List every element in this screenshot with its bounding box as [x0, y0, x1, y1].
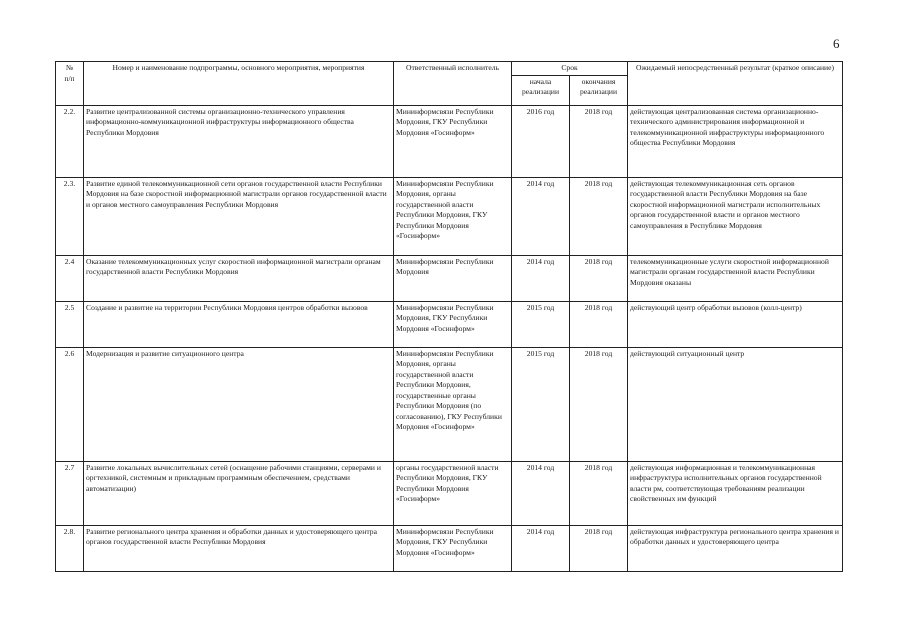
row-name: Развитие локальных вычислительных сетей (оснащение рабочими станциями, серверами и оргтехникой, системным и прикладным программным обеспечением, средствами автоматизации)	[86, 462, 381, 493]
row-executor: Мининформсвязи Республики Мордовия, ГКУ Республики Мордовия «Госинформ»	[396, 106, 494, 137]
header-num: № п/п	[56, 62, 84, 106]
row-executor: Мининформсвязи Республики Мордовия, ГКУ Республики Мордовия «Госинформ»	[396, 526, 494, 557]
row-result: действующий центр обработки вызовов (колл-центр)	[630, 302, 802, 312]
row-num: 2.7	[64, 462, 75, 472]
row-start: 2016 год	[526, 106, 555, 116]
row-executor: Мининформсвязи Республики Мордовия, органы государственной власти Республики Мордовия, ГКУ Республики Мордовия «Госинформ»	[396, 178, 494, 240]
table-row	[56, 525, 843, 571]
row-executor: Мининформсвязи Республики Мордовия, органы государственной власти Республики Мордовия, государственные органы Республики Мордовия (по согласованию), ГКУ Республики Мордовия «Госинформ»	[396, 348, 502, 431]
row-end: 2018 год	[584, 526, 613, 536]
row-name: Модернизация и развитие ситуационного центра	[86, 348, 244, 358]
row-start: 2014 год	[526, 256, 555, 266]
row-end: 2018 год	[584, 348, 613, 358]
row-end: 2018 год	[584, 462, 613, 472]
row-result: действующая телекоммуникационная сеть органов государственной власти Республики Мордовия на базе скоростной информационной магистрали исполнительных органов государственной власти и органов местного самоуправления в Республике Мордовия	[630, 178, 821, 230]
table-row	[56, 301, 843, 347]
row-name: Развитие централизованной системы организационно-технического управления информационно-коммуникационной инфраструктуры информационного общества Республики Мордовия	[86, 106, 354, 137]
header-end: окончания реализации	[570, 75, 628, 105]
row-name: Развитие регионального центра хранения и обработки данных и удостоверяющего центра органов государственной власти Республики Мордовия	[86, 526, 377, 546]
program-table	[55, 61, 843, 572]
row-result: действующая централизованная система организационно-технического администрирования информационной и телекоммуникационной инфраструктуры информационного общества Республики Мордовия	[630, 106, 825, 147]
row-result: телекоммуникационные услуги скоростной информационной магистрали органам государственной власти Республики Мордовия оказаны	[630, 256, 829, 287]
row-num: 2.2.	[63, 106, 76, 116]
row-result: действующий ситуационный центр	[630, 348, 745, 358]
table-row	[56, 105, 843, 177]
row-name: Оказание телекоммуникационных услуг скоростной информационной магистрали органам государственной власти Республики Мордовия	[86, 256, 381, 276]
row-start: 2014 год	[526, 462, 555, 472]
row-num: 2.4	[64, 256, 75, 266]
page-number: 6	[833, 36, 840, 51]
row-executor: органы государственной власти Республики Мордовия, ГКУ Республики Мордовия «Госинформ»	[396, 462, 499, 503]
table-row	[56, 177, 843, 255]
row-executor: Мининформсвязи Республики Мордовия, ГКУ Республики Мордовия «Госинформ»	[396, 302, 494, 333]
row-result: действующая информационная и телекоммуникационная инфраструктура исполнительных органов государственной власти рм, соответствующая требованиям реализации свойственных им функций	[630, 462, 822, 503]
header-start: начала реализации	[512, 75, 570, 105]
header-result: Ожидаемый непосредственный результат (краткое описание)	[628, 62, 843, 106]
row-start: 2015 год	[526, 302, 555, 312]
row-result: действующая инфраструктура регионального центра хранения и обработки данных и удостоверяющего центра	[630, 526, 839, 546]
header-name: Номер и наименование подпрограммы, основного мероприятия, мероприятия	[84, 62, 394, 106]
row-executor: Мининформсвязи Республики Мордовия	[396, 256, 494, 276]
row-start: 2015 год	[526, 348, 555, 358]
table-row	[56, 255, 843, 301]
table-row	[56, 461, 843, 525]
header-executor: Ответственный исполнитель	[394, 62, 512, 106]
row-name: Развитие единой телекоммуникационной сети органов государственной власти Республики Мордовия на базе скоростной информационной магистрали органов государственной власти и органов местного самоуправления Республики Мордовия	[86, 178, 387, 209]
header-term: Срок	[512, 62, 628, 76]
row-num: 2.5	[64, 302, 75, 312]
table-body	[56, 105, 843, 571]
row-end: 2018 год	[584, 178, 613, 188]
row-start: 2014 год	[526, 526, 555, 536]
row-end: 2018 год	[584, 106, 613, 116]
table-row	[56, 347, 843, 461]
row-num: 2.8.	[63, 526, 76, 536]
row-start: 2014 год	[526, 178, 555, 188]
row-end: 2018 год	[584, 302, 613, 312]
row-name: Создание и развитие на территории Республики Мордовия центров обработки вызовов	[86, 302, 368, 312]
row-num: 2.6	[64, 348, 75, 358]
row-num: 2.3.	[63, 178, 76, 188]
row-end: 2018 год	[584, 256, 613, 266]
